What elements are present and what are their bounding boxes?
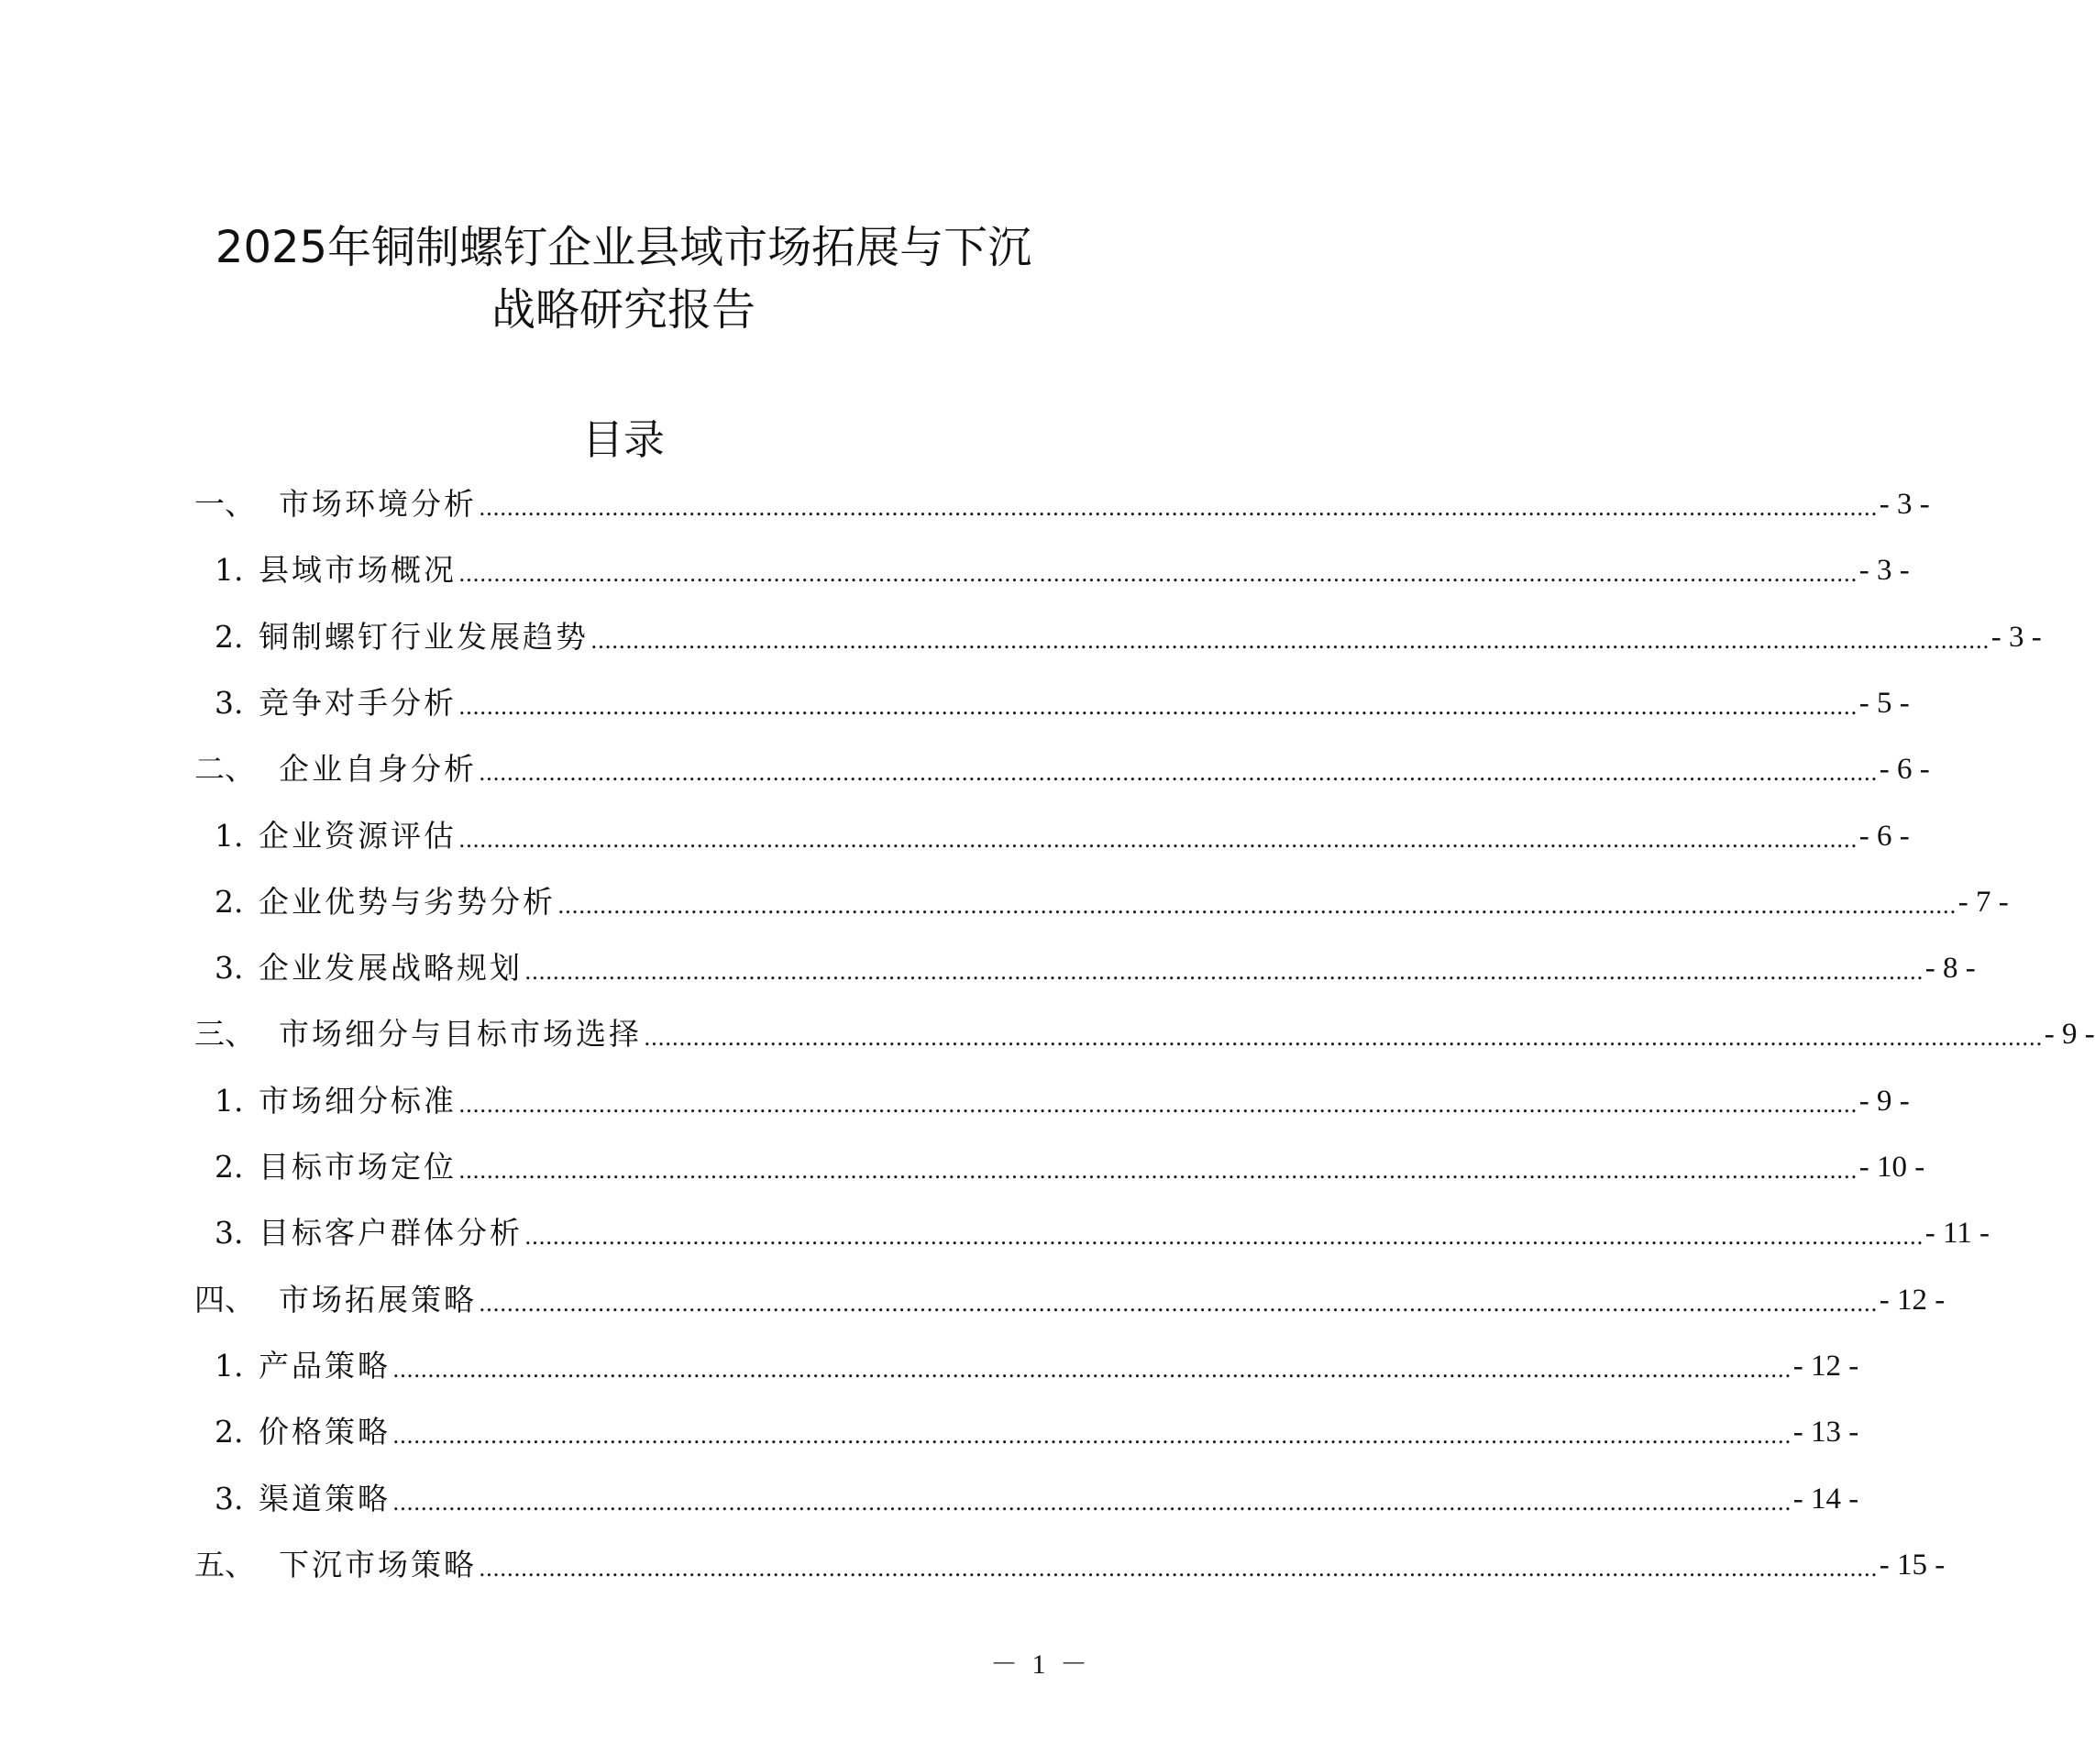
toc-entry-label: 价格策略 [259, 1414, 391, 1450]
page-number: － 1 － [990, 1649, 1091, 1680]
toc-dot-leader: ........................................................................................................................................................................................................ [479, 760, 1878, 787]
toc-entry-number: 3. [215, 1215, 244, 1251]
toc-entry-page: - 5 - [1858, 686, 1910, 720]
toc-entry-number: 三、 [194, 1016, 255, 1053]
toc-entry-page: - 11 - [1924, 1217, 1990, 1251]
toc-entry-page: - 3 - [1879, 488, 1930, 521]
toc-entry-label: 下沉市场策略 [279, 1546, 477, 1582]
toc-entry-page: - 12 - [1879, 1283, 1946, 1317]
toc-entry-number: 2. [215, 618, 244, 655]
toc-entry-page: - 9 - [2044, 1018, 2095, 1052]
toc-entry-label: 市场细分与目标市场选择 [279, 1016, 642, 1053]
toc-entry-number: 2. [215, 1414, 244, 1450]
toc-subsection-entry[interactable] [215, 810, 1910, 856]
toc-entry-number: 一、 [194, 486, 255, 522]
toc-dot-leader: ........................................................................................................................................................................................................ [458, 693, 1858, 720]
toc-entry-label: 县域市场概况 [259, 552, 457, 589]
toc-dot-leader: ........................................................................................................................................................................................................ [524, 1224, 1924, 1251]
toc-entry-number: 3. [215, 684, 244, 721]
toc-entry-page: - 9 - [1858, 1084, 1910, 1118]
toc-entry-number: 2. [215, 883, 244, 920]
toc-entry-number: 1. [215, 1347, 244, 1384]
document-title [0, 216, 1247, 341]
toc-entry-page: - 7 - [1957, 885, 2009, 919]
toc-subsection-entry[interactable] [215, 1075, 1910, 1121]
toc-subsection-entry[interactable] [215, 1473, 1859, 1519]
toc-entry-page: - 13 - [1792, 1416, 1859, 1450]
toc-entry-number: 二、 [194, 751, 255, 788]
toc-entry-number: 1. [215, 552, 244, 589]
toc-entry-label: 铜制螺钉行业发展趋势 [259, 618, 589, 655]
toc-entry-page: - 3 - [1858, 554, 1910, 588]
toc-section-entry[interactable] [194, 1539, 1946, 1585]
toc-subsection-entry[interactable] [215, 1340, 1859, 1386]
toc-entry-page: - 12 - [1792, 1349, 1859, 1383]
toc-dot-leader: ........................................................................................................................................................................................................ [644, 1025, 2043, 1052]
toc-entry-label: 市场拓展策略 [279, 1281, 477, 1317]
document-title-line-1: 2025年铜制螺钉企业县域市场拓展与下沉 [215, 222, 1032, 273]
toc-entry-number: 四、 [194, 1281, 255, 1317]
toc-entry-page: - 10 - [1858, 1151, 1925, 1184]
toc-entry-label: 产品策略 [259, 1347, 391, 1384]
toc-dot-leader: ........................................................................................................................................................................................................ [392, 1423, 1792, 1450]
toc-section-entry[interactable] [194, 1009, 2095, 1054]
toc-entry-number: 五、 [194, 1546, 255, 1582]
toc-entry-number: 3. [215, 950, 244, 987]
toc-entry-page: - 15 - [1879, 1548, 1946, 1582]
toc-dot-leader: ........................................................................................................................................................................................................ [458, 1158, 1858, 1184]
toc-section-entry[interactable] [194, 479, 1930, 524]
toc-dot-leader: ........................................................................................................................................................................................................ [557, 892, 1957, 919]
toc-entry-number: 1. [215, 1082, 244, 1119]
toc-subsection-entry[interactable] [215, 1207, 1990, 1253]
toc-subsection-entry[interactable] [215, 545, 1910, 590]
toc-section-entry[interactable] [194, 1274, 1946, 1320]
toc-entry-label: 渠道策略 [259, 1480, 391, 1516]
toc-dot-leader: ........................................................................................................................................................................................................ [479, 1290, 1878, 1317]
toc-dot-leader: ........................................................................................................................................................................................................ [392, 1356, 1792, 1383]
toc-entry-page: - 3 - [1990, 620, 2042, 654]
toc-subsection-entry[interactable] [215, 876, 2009, 922]
toc-entry-label: 企业资源评估 [259, 817, 457, 854]
toc-entry-number: 2. [215, 1149, 244, 1185]
toc-entry-label: 企业自身分析 [279, 751, 477, 788]
toc-entry-number: 3. [215, 1480, 244, 1516]
toc-subsection-entry[interactable] [215, 678, 1910, 723]
toc-dot-leader: ........................................................................................................................................................................................................ [458, 1091, 1858, 1118]
toc-dot-leader: ........................................................................................................................................................................................................ [479, 1555, 1878, 1582]
document-title-line-2: 战略研究报告 [491, 284, 755, 336]
toc-entry-page: - 8 - [1924, 952, 1976, 986]
toc-subsection-entry[interactable] [215, 612, 2042, 657]
toc-entry-label: 企业优势与劣势分析 [259, 883, 556, 920]
toc-entry-label: 竞争对手分析 [259, 684, 457, 721]
toc-dot-leader: ........................................................................................................................................................................................................ [458, 561, 1858, 588]
toc-entry-number: 1. [215, 817, 244, 854]
toc-heading: 目录 [581, 415, 665, 464]
toc-entry-label: 市场环境分析 [279, 486, 477, 522]
toc-entry-label: 企业发展战略规划 [259, 950, 523, 987]
toc-entry-label: 目标市场定位 [259, 1149, 457, 1185]
toc-entry-page: - 14 - [1792, 1482, 1859, 1516]
toc-subsection-entry[interactable] [215, 943, 1976, 988]
toc-dot-leader: ........................................................................................................................................................................................................ [479, 495, 1878, 521]
toc-dot-leader: ........................................................................................................................................................................................................ [458, 826, 1858, 853]
toc-entry-label: 目标客户群体分析 [259, 1215, 523, 1251]
toc-section-entry[interactable] [194, 744, 1930, 789]
toc-dot-leader: ........................................................................................................................................................................................................ [590, 627, 1990, 654]
toc-dot-leader: ........................................................................................................................................................................................................ [392, 1489, 1792, 1516]
toc-entry-label: 市场细分标准 [259, 1082, 457, 1119]
toc-dot-leader: ........................................................................................................................................................................................................ [524, 959, 1924, 986]
toc-subsection-entry[interactable] [215, 1141, 1925, 1187]
toc-subsection-entry[interactable] [215, 1406, 1859, 1452]
toc-entry-page: - 6 - [1879, 753, 1930, 787]
toc-entry-page: - 6 - [1858, 819, 1910, 853]
